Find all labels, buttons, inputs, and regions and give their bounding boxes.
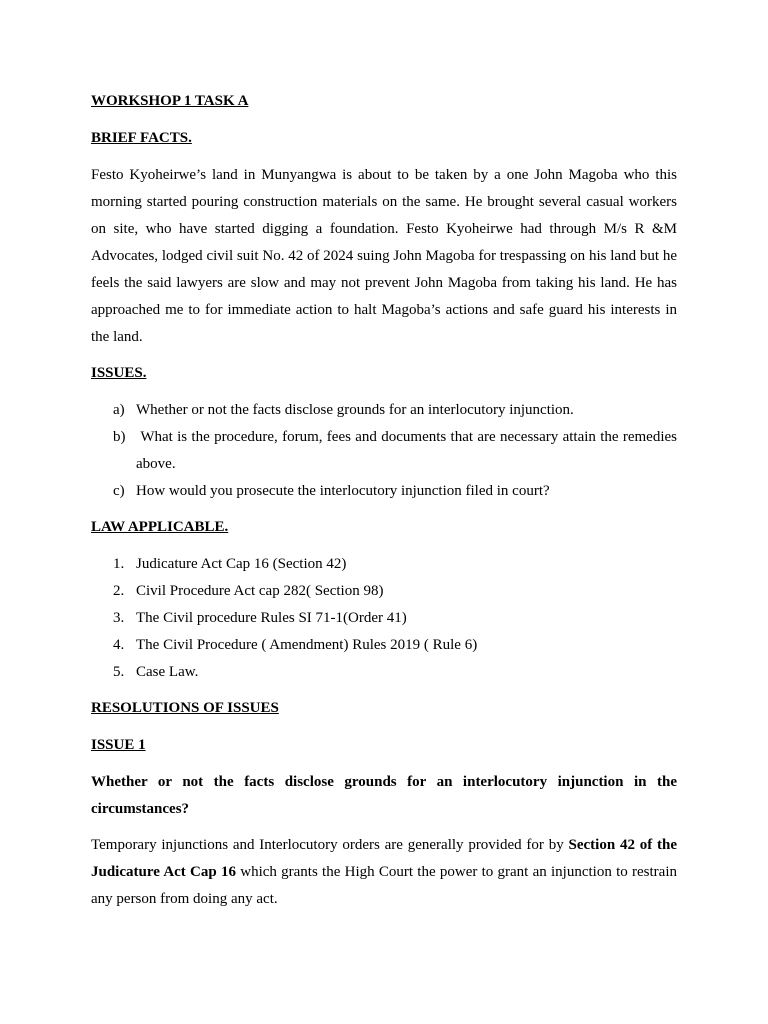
list-marker: 5. [113,664,125,680]
list-marker: a) [113,402,125,418]
document-page [91,88,681,922]
list-item-text: The Civil Procedure ( Amendment) Rules 2019 ( Rule 6) [136,637,478,653]
list-marker: 2. [113,583,125,599]
list-item-text: Civil Procedure Act cap 282( Section 98) [136,583,384,599]
list-marker: 3. [113,610,125,626]
list-item [91,424,681,478]
issue-1-text-pre: Temporary injunctions and Interlocutory orders are generally provided for by [91,837,569,853]
brief-facts-heading: BRIEF FACTS. [91,130,192,146]
issue-1-text-bold: Section 42 of the Judicature Act Cap 16 [91,837,678,880]
list-item-text: The Civil procedure Rules SI 71-1(Order 41) [136,610,407,626]
document-title: WORKSHOP 1 TASK A [91,93,249,109]
list-item-text: Case Law. [136,664,199,680]
issue-1-text-post: which grants the High Court the power to grant an injunction to restrain any person from doing any act. [91,864,677,907]
list-item [91,551,677,578]
list-item-text: How would you prosecute the interlocutory injunction filed in court? [136,483,550,499]
issues-list [91,397,681,505]
issue-1-paragraph [91,832,677,913]
resolutions-heading: RESOLUTIONS OF ISSUES [91,700,279,716]
list-item [91,578,677,605]
list-item-text: What is the procedure, forum, fees and documents that are necessary attain the remedies above. [136,429,681,472]
list-item-text: Judicature Act Cap 16 (Section 42) [136,556,347,572]
brief-facts-paragraph: Festo Kyoheirwe’s land in Munyangwa is about to be taken by a one John Magoba who this morning started pouring construction materials on the same. He brought several casual workers on site, who have started digging a foundation. Festo Kyoheirwe had through M/s R &M Advocates, lodged civil suit No. 42 of 2024 suing John Magoba for trespassing on his land but he feels the said lawyers are slow and may not prevent John Magoba from taking his land. He has approached me to for immediate action to halt Magoba’s actions and safe guard his interests in the land. [91,167,677,345]
list-marker: b) [113,429,126,445]
issues-heading: ISSUES. [91,365,147,381]
issue-1-heading: ISSUE 1 [91,737,146,753]
list-item [91,659,677,686]
issue-1-question: Whether or not the facts disclose grounds for an interlocutory injunction in the circumstances? [91,774,677,817]
list-marker: 1. [113,556,125,572]
list-marker: c) [113,483,125,499]
list-marker: 4. [113,637,125,653]
list-item-text: Whether or not the facts disclose grounds for an interlocutory injunction. [136,402,574,418]
list-item [91,632,677,659]
law-applicable-heading: LAW APPLICABLE. [91,519,229,535]
list-item [91,605,677,632]
list-item [91,397,677,424]
law-applicable-list [91,551,677,686]
list-item [91,478,677,505]
